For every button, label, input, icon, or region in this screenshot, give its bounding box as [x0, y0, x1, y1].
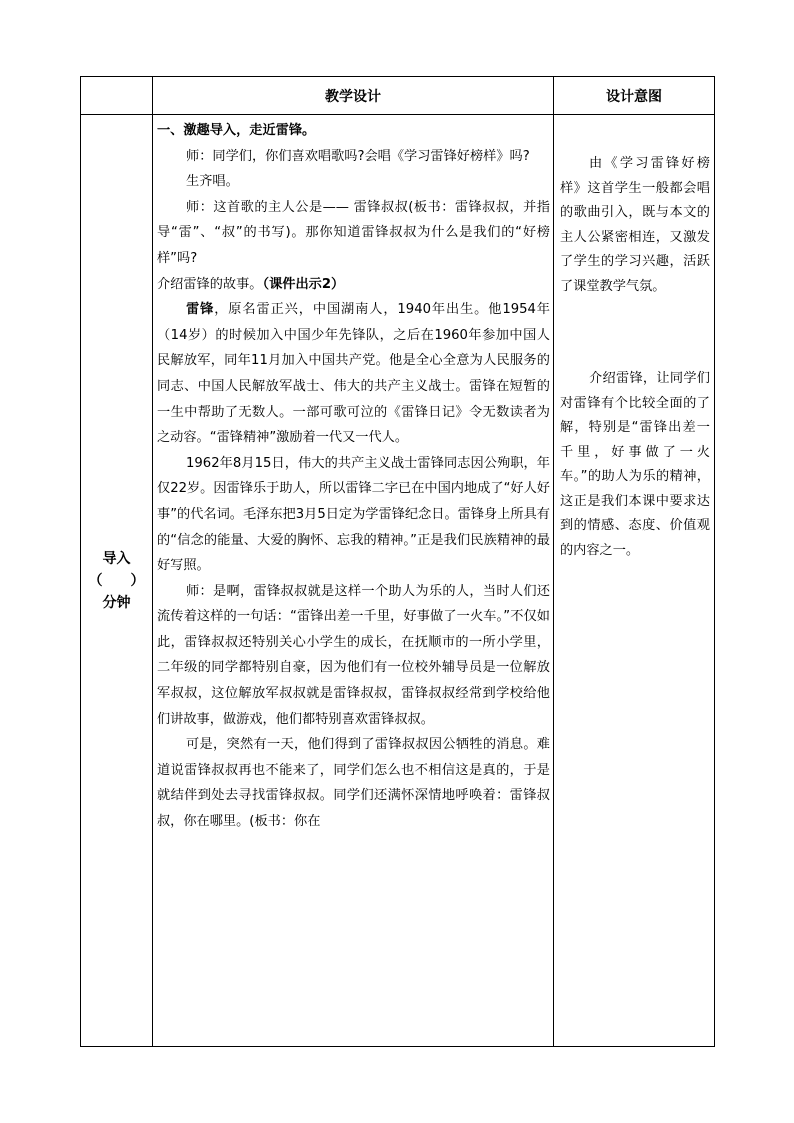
paragraph-story-intro [157, 272, 550, 298]
paragraph-teacher-intro: 师：这首歌的主人公是—— 雷锋叔叔(板书：雷锋叔叔，并指导“雷”、“叔”的书写)。那你知道雷锋叔叔为什么是我们的“好榜样”吗? [157, 199, 550, 266]
teaching-design-cell [153, 115, 554, 1047]
section-label-title: 导入 [102, 550, 131, 567]
intent-paragraph-biography: 介绍雷锋，让同学们对雷锋有个比较全面的了解，特别是“雷锋出差一千里，好事做了一火车。”的助人为乐的精神，这正是我们本课中要求达到的情感、态度、价值观的内容之一。 [560, 371, 710, 558]
section-heading: 一、激趣导入，走近雷锋。 [157, 123, 316, 138]
courseware-note: （课件出示2） [262, 276, 345, 292]
paragraph-1962: 1962年8月15日，伟大的共产主义战士雷锋同志因公殉职，年仅22岁。因雷锋乐于助人，所以雷锋二字已在中国内地成了“好人好事”的代名词。毛泽东把3月5日定为学雷锋纪念日。雷锋身上所具有的“信念的能量、大爱的胸怀、忘我的精神。”正是我们民族精神的最好写照。 [157, 455, 550, 574]
biography-name: 雷锋 [186, 302, 215, 318]
intent-paragraph-song: 由《学习雷锋好榜样》这首学生一般都会唱的歌曲引入，既与本文的主人公紧密相连，又激发了学生的学习兴趣，活跃了课堂教学气氛。 [560, 156, 710, 294]
design-intent-cell [554, 115, 715, 1047]
paragraph-teacher-story: 师：是啊，雷锋叔叔就是这样一个助人为乐的人，当时人们还流传着这样的一句话：“雷锋出差一千里，好事做了一火车。”不仅如此，雷锋叔叔还特别关心小学生的成长，在抚顺市的一所小学里，二年级的同学都特别自豪，因为他们有一位校外辅导员是一位解放军叔叔，这位解放军叔叔就是雷锋叔叔，雷锋叔叔经常到学校给他们讲故事，做游戏，他们都特别喜欢雷锋叔叔。 [157, 583, 550, 727]
lesson-plan-table [80, 76, 715, 1047]
paragraph-teacher-question: 师：同学们，你们喜欢唱歌吗?会唱《学习雷锋好榜样》吗? [186, 148, 530, 164]
paragraph-biography [157, 297, 550, 451]
table-row-intro [81, 115, 715, 1047]
paragraph-search: 可是，突然有一天，他们得到了雷锋叔叔因公牺牲的消息。难道说雷锋叔叔再也不能来了，同学们怎么也不相信这是真的，于是就结伴到处去寻找雷锋叔叔。同学们还满怀深情地呼唤着：雷锋叔叔，你在哪里。(板书：你在 [157, 737, 550, 830]
paragraph-students-sing: 生齐唱。 [186, 174, 239, 190]
section-label-unit: 分钟 [102, 594, 131, 611]
header-blank-cell [81, 77, 153, 115]
section-label-cell [81, 115, 153, 1047]
section-label-blank: （ ） [88, 572, 145, 589]
header-intent: 设计意图 [554, 77, 715, 115]
story-intro-text: 介绍雷锋的故事。 [157, 276, 263, 292]
header-design: 教学设计 [153, 77, 554, 115]
table-header-row [81, 77, 715, 115]
biography-text: ，原名雷正兴，中国湖南人，1940年出生。他1954年（14岁）的时候加入中国少年先锋队，之后在1960年参加中国人民解放军，同年11月加入中国共产党。他是全心全意为人民服务的同志、中国人民解放军战士、伟大的共产主义战士。雷锋在短暂的一生中帮助了无数人。一部可歌可泣的《雷锋日记》令无数读者为之动容。“雷锋精神”激励着一代又一代人。 [157, 302, 550, 446]
